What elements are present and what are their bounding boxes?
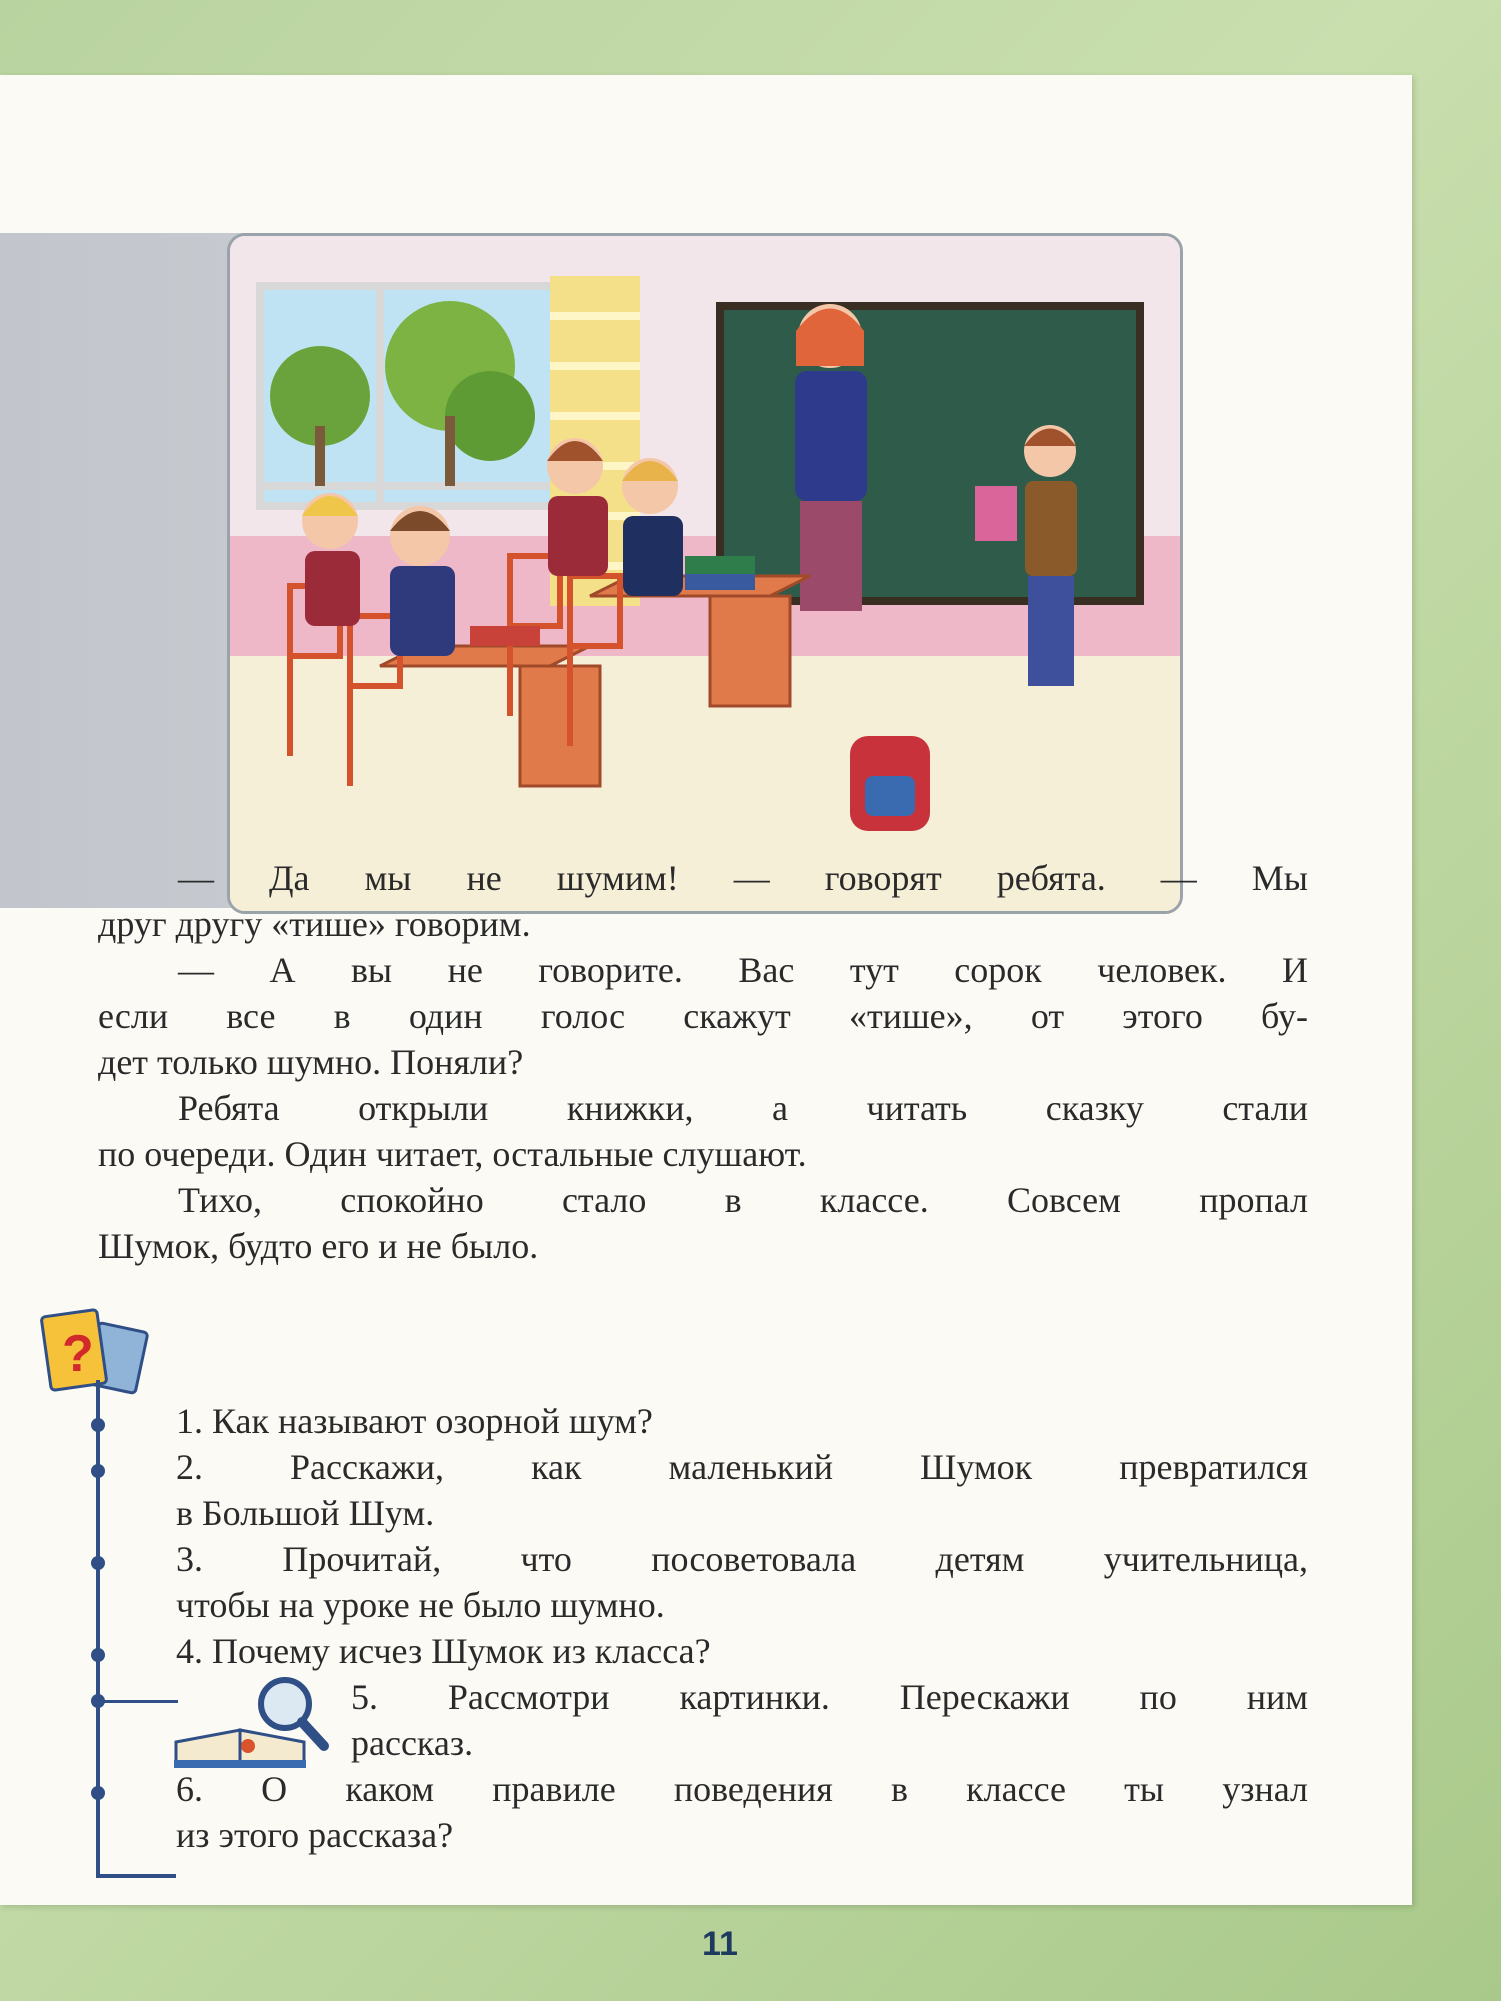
- svg-text:?: ?: [62, 1325, 94, 1383]
- question-5-continued: рассказ.: [351, 1723, 474, 1763]
- timeline-branch: [98, 1700, 178, 1703]
- timeline-dot: [91, 1464, 105, 1478]
- story-line: друг другу «тише» говорим.: [98, 904, 531, 944]
- story-line: Ребята открыли книжки, а читать сказку стали: [178, 1088, 1308, 1128]
- question-2-continued: в Большой Шум.: [176, 1493, 435, 1533]
- question-6: 6. О каком правиле поведения в классе ты узнал: [176, 1769, 1308, 1809]
- story-paragraph-2: [98, 947, 1308, 1085]
- question-card-icon: [40, 1305, 160, 1405]
- story-line: — Да мы не шумим! — говорят ребята. — Мы: [178, 858, 1308, 898]
- story-text: [98, 855, 1308, 1269]
- story-line: если все в один голос скажут «тише», от этого бу-: [98, 996, 1308, 1036]
- story-line: — А вы не говорите. Вас тут сорок человек. И: [178, 950, 1308, 990]
- question-2: 2. Расскажи, как маленький Шумок превратился: [176, 1447, 1308, 1487]
- story-line: по очереди. Один читает, остальные слушают.: [98, 1134, 807, 1174]
- question-4: 4. Почему исчез Шумок из класса?: [176, 1631, 711, 1671]
- question-3: 3. Прочитай, что посоветовала детям учительница,: [176, 1539, 1308, 1579]
- classroom-scene-image: [230, 236, 1180, 911]
- timeline-dot: [91, 1556, 105, 1570]
- question-5: 5. Рассмотри картинки. Перескажи по ним: [351, 1677, 1308, 1717]
- page-number: 11: [702, 1925, 738, 1963]
- questions-timeline-foot: [96, 1874, 176, 1878]
- question-1: 1. Как называют озорной шум?: [176, 1401, 653, 1441]
- story-paragraph-4: [98, 1177, 1308, 1269]
- story-line: Тихо, спокойно стало в классе. Совсем пропал: [178, 1180, 1308, 1220]
- timeline-dot: [91, 1786, 105, 1800]
- timeline-dot: [91, 1648, 105, 1662]
- story-line: Шумок, будто его и не было.: [98, 1226, 539, 1266]
- question-3-continued: чтобы на уроке не было шумно.: [176, 1585, 665, 1625]
- classroom-illustration: [227, 233, 1183, 914]
- questions-timeline: [96, 1380, 100, 1878]
- story-paragraph-3: [98, 1085, 1308, 1177]
- story-paragraph-1: [98, 855, 1308, 947]
- question-6-continued: из этого рассказа?: [176, 1815, 454, 1855]
- timeline-dot: [91, 1418, 105, 1432]
- story-line: дет только шумно. Поняли?: [98, 1042, 524, 1082]
- questions-list: [176, 1398, 1308, 1858]
